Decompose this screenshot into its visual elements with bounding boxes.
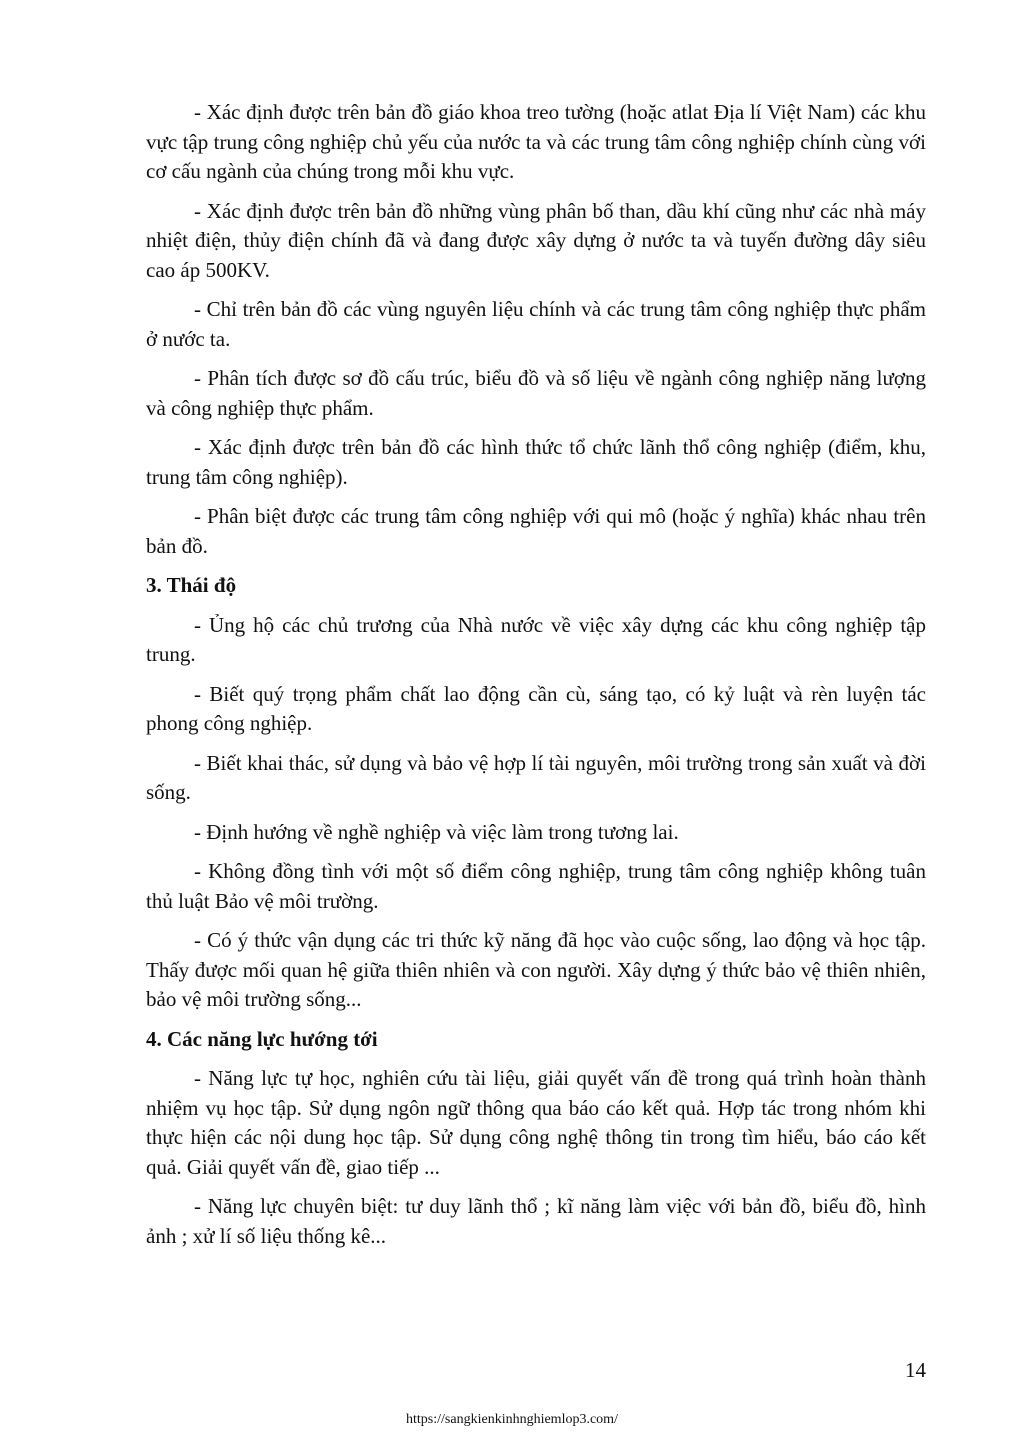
skills-paragraph: - Xác định được trên bản đồ giáo khoa treo tường (hoặc atlat Địa lí Việt Nam) các khu vực tập trung công nghiệp chủ yếu của nước ta và các trung tâm công nghiệp chính cùng với cơ cấu ngành của chúng trong mỗi khu vực. [146,100,926,183]
skills-paragraph: - Chỉ trên bản đồ các vùng nguyên liệu chính và các trung tâm công nghiệp thực phẩm ở nước ta. [146,297,926,351]
competency-paragraph: - Năng lực tự học, nghiên cứu tài liệu, giải quyết vấn đề trong quá trình hoàn thành nhiệm vụ học tập. Sử dụng ngôn ngữ thông qua báo cáo kết quả. Hợp tác trong nhóm khi thực hiện các nội dung học tập. Sử dụng công nghệ thông tin trong tìm hiểu, báo cáo kết quả. Giải quyết vấn đề, giao tiếp ... [146,1066,926,1179]
page-number: 14 [905,1358,926,1382]
attitude-paragraph: - Định hướng về nghề nghiệp và việc làm trong tương lai. [194,819,679,844]
competency-paragraph: - Năng lực chuyên biệt: tư duy lãnh thổ ; kĩ năng làm việc với bản đồ, biểu đồ, hình ảnh ; xử lí số liệu thống kê... [146,1194,926,1248]
section-heading-competencies: 4. Các năng lực hướng tới [146,1026,378,1051]
page-content [146,98,926,1261]
attitude-paragraph: - Ủng hộ các chủ trương của Nhà nước về việc xây dựng các khu công nghiệp tập trung. [146,612,926,666]
skills-paragraph: - Xác định được trên bản đồ những vùng phân bố than, dầu khí cũng như các nhà máy nhiệt điện, thủy điện chính đã và đang được xây dựng ở nước ta và tuyến đường dây siêu cao áp 500KV. [146,198,926,282]
attitude-paragraph: - Không đồng tình với một số điểm công nghiệp, trung tâm công nghiệp không tuân thủ luật Bảo vệ môi trường. [146,859,926,913]
skills-paragraph: - Xác định được trên bản đồ các hình thức tổ chức lãnh thổ công nghiệp (điểm, khu, trung tâm công nghiệp). [146,435,926,489]
skills-paragraph: - Phân tích được sơ đồ cấu trúc, biểu đồ và số liệu về ngành công nghiệp năng lượng và công nghiệp thực phẩm. [146,366,926,420]
skills-paragraph: - Phân biệt được các trung tâm công nghiệp với qui mô (hoặc ý nghĩa) khác nhau trên bản đồ. [146,504,926,558]
section-heading-attitude: 3. Thái độ [146,573,237,597]
attitude-paragraph: - Có ý thức vận dụng các tri thức kỹ năng đã học vào cuộc sống, lao động và học tập. Thấy được mối quan hệ giữa thiên nhiên và con người. Xây dựng ý thức bảo vệ thiên nhiên, bảo vệ môi trường sống... [146,928,926,1011]
footer-url: https://sangkienkinhnghiemlop3.com/ [406,1412,618,1427]
attitude-paragraph: - Biết khai thác, sử dụng và bảo vệ hợp lí tài nguyên, môi trường trong sản xuất và đời sống. [146,750,926,804]
attitude-paragraph: - Biết quý trọng phẩm chất lao động cần cù, sáng tạo, có kỷ luật và rèn luyện tác phong công nghiệp. [146,681,926,735]
